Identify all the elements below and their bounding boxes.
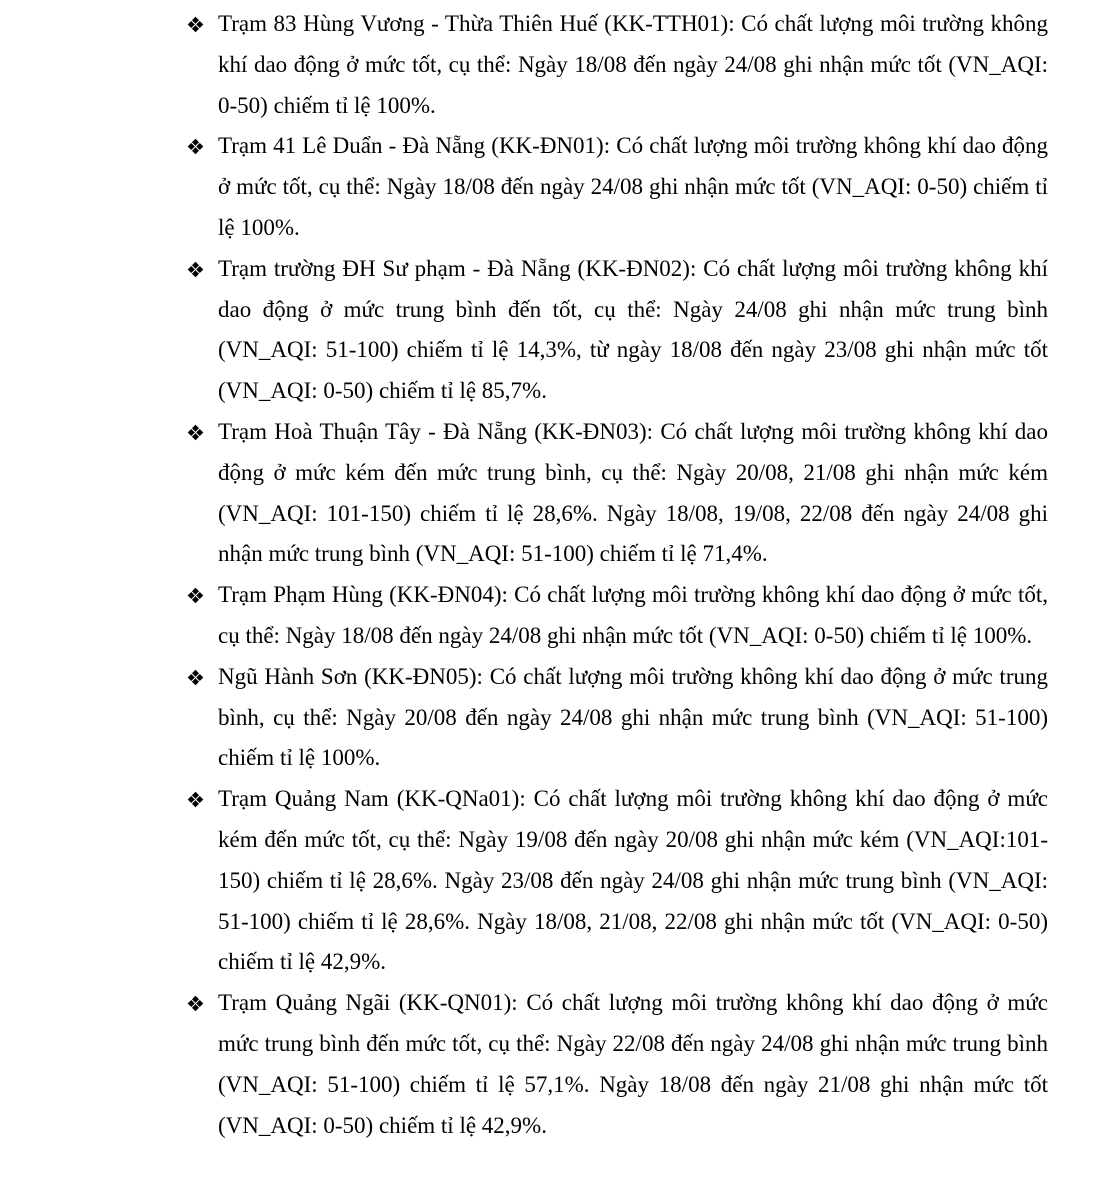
diamond-bullet-icon: [187, 995, 204, 1012]
station-report-text: Trạm Hoà Thuận Tây - Đà Nẵng (KK-ĐN03): Có chất lượng môi trường không khí dao động ở mức kém đến mức trung bình, cụ thể: Ngày 20/08, 21/08 ghi nhận mức kém (VN_AQI: 101-150) chiếm tỉ lệ 28,6%. Ngày 18/08, 19/08, 22/08 đến ngày 24/08 ghi nhận mức trung bình (VN_AQI: 51-100) chiếm tỉ lệ 71,4%.: [218, 418, 1048, 567]
list-item-station-dn04: [218, 575, 1048, 657]
diamond-bullet-icon: [187, 669, 204, 686]
list-item-station-dn05: [218, 657, 1048, 779]
diamond-bullet-icon: [187, 138, 204, 155]
list-item-station-qna01: [218, 779, 1048, 983]
list-item-station-tth01: [218, 4, 1048, 126]
diamond-bullet-icon: [187, 791, 204, 808]
station-report-text: Trạm 41 Lê Duẩn - Đà Nẵng (KK-ĐN01): Có chất lượng môi trường không khí dao động ở mức tốt, cụ thể: Ngày 18/08 đến ngày 24/08 ghi nhận mức tốt (VN_AQI: 0-50) chiếm tỉ lệ 100%.: [218, 133, 1048, 240]
diamond-bullet-icon: [187, 16, 204, 33]
station-report-text: Trạm 83 Hùng Vương - Thừa Thiên Huế (KK-TTH01): Có chất lượng môi trường không khí dao động ở mức tốt, cụ thể: Ngày 18/08 đến ngày 24/08 ghi nhận mức tốt (VN_AQI: 0-50) chiếm tỉ lệ 100%.: [218, 11, 1048, 118]
station-report-text: Trạm trường ĐH Sư phạm - Đà Nẵng (KK-ĐN02): Có chất lượng môi trường không khí dao động ở mức trung bình đến tốt, cụ thể: Ngày 24/08 ghi nhận mức trung bình (VN_AQI: 51-100) chiếm tỉ lệ 14,3%, từ ngày 18/08 đến ngày 23/08 ghi nhận mức tốt (VN_AQI: 0-50) chiếm tỉ lệ 85,7%.: [218, 255, 1048, 404]
list-item-station-qn01: [218, 983, 1048, 1146]
station-report-text: Trạm Quảng Ngãi (KK-QN01): Có chất lượng môi trường không khí dao động ở mức mức trung bình đến mức tốt, cụ thể: Ngày 22/08 đến ngày 24/08 ghi nhận mức trung bình (VN_AQI: 51-100) chiếm tỉ lệ 57,1%. Ngày 18/08 đến ngày 21/08 ghi nhận mức tốt (VN_AQI: 0-50) chiếm tỉ lệ 42,9%.: [218, 990, 1048, 1138]
diamond-bullet-icon: [187, 424, 204, 441]
list-item-station-dn02: [218, 249, 1048, 412]
list-item-station-dn01: [218, 126, 1048, 248]
list-item-station-dn03: [218, 412, 1048, 575]
station-report-text: Ngũ Hành Sơn (KK-ĐN05): Có chất lượng môi trường không khí dao động ở mức trung bình, cụ thể: Ngày 20/08 đến ngày 24/08 ghi nhận mức trung bình (VN_AQI: 51-100) chiếm tỉ lệ 100%.: [218, 663, 1048, 771]
station-report-text: Trạm Phạm Hùng (KK-ĐN04): Có chất lượng môi trường không khí dao động ở mức tốt, cụ thể: Ngày 18/08 đến ngày 24/08 ghi nhận mức tốt (VN_AQI: 0-50) chiếm tỉ lệ 100%.: [218, 582, 1048, 648]
diamond-bullet-icon: [187, 587, 204, 604]
station-report-text: Trạm Quảng Nam (KK-QNa01): Có chất lượng môi trường không khí dao động ở mức kém đến mức tốt, cụ thể: Ngày 19/08 đến ngày 20/08 ghi nhận mức kém (VN_AQI:101-150) chiếm tỉ lệ 28,6%. Ngày 23/08 đến ngày 24/08 ghi nhận mức trung bình (VN_AQI: 51-100) chiếm tỉ lệ 28,6%. Ngày 18/08, 21/08, 22/08 ghi nhận mức tốt (VN_AQI: 0-50) chiếm tỉ lệ 42,9%.: [218, 786, 1048, 975]
diamond-bullet-icon: [187, 261, 204, 278]
